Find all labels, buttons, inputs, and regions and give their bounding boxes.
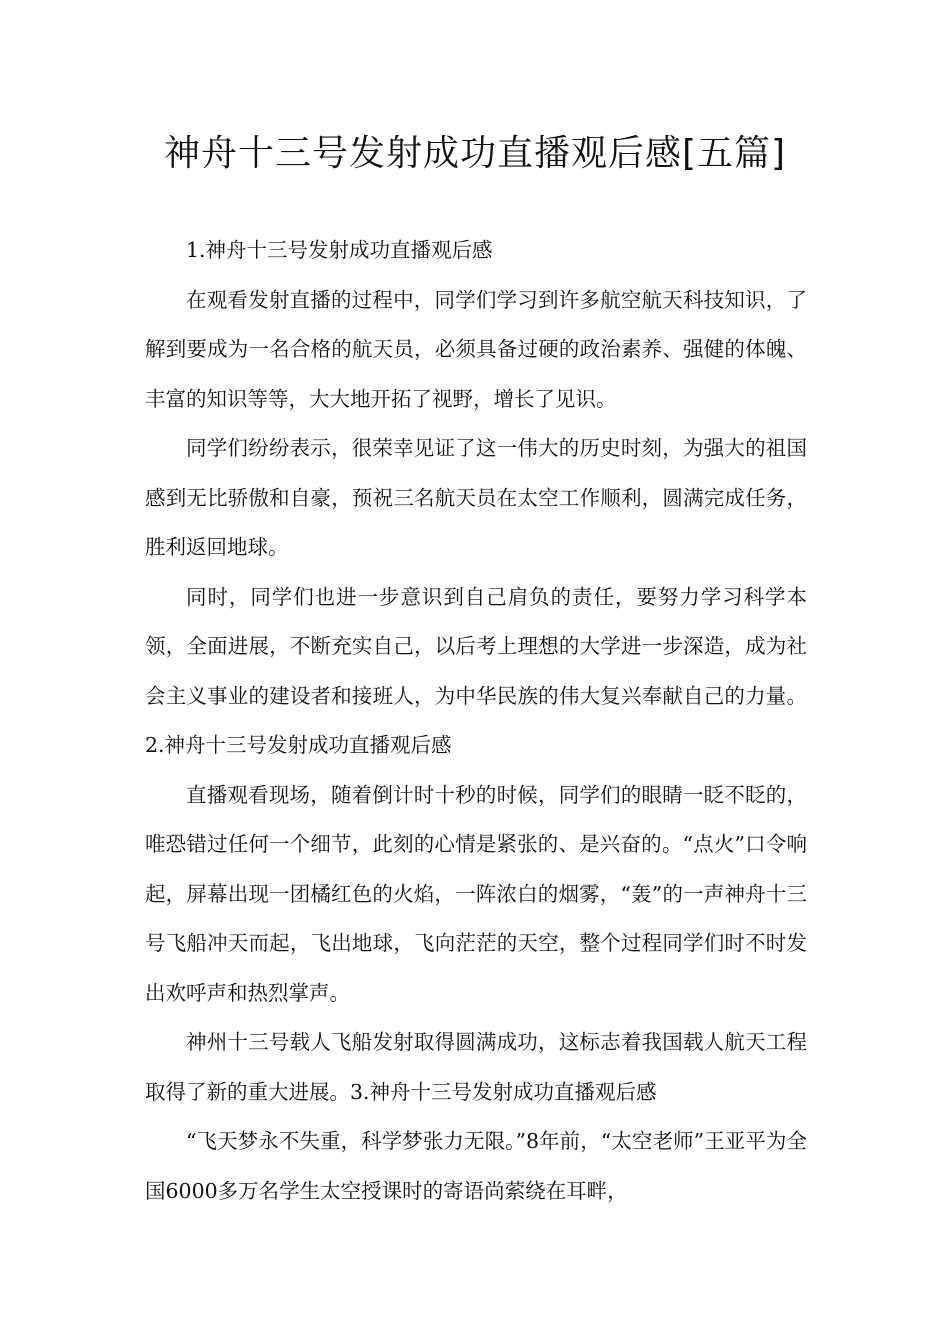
paragraph: 同时，同学们也进一步意识到自己肩负的责任，要努力学习科学本领，全面进展，不断充实自己，以后考上理想的大学进一步深造，成为社会主义事业的建设者和接班人，为中华民族的伟大复兴奉献自己的力量。2.神舟十三号发射成功直播观后感 [145, 584, 807, 757]
paragraph: “飞天梦永不失重，科学梦张力无限。”8年前，“太空老师”王亚平为全国6000多万名学生太空授课时的寄语尚萦绕在耳畔， [145, 1129, 807, 1203]
paragraph: 在观看发射直播的过程中，同学们学习到许多航空航天科技知识，了解到要成为一名合格的航天员，必须具备过硬的政治素养、强健的体魄、丰富的知识等等，大大地开拓了视野，增长了见识。 [145, 287, 807, 411]
document-title: 神舟十三号发射成功直播观后感[五篇] [163, 133, 787, 174]
section-heading-1: 1.神舟十三号发射成功直播观后感 [186, 238, 493, 262]
document-body [145, 226, 807, 1216]
paragraph: 神州十三号载人飞船发射取得圆满成功，这标志着我国载人航天工程取得了新的重大进展。3.神舟十三号发射成功直播观后感 [145, 1030, 807, 1104]
paragraph: 直播观看现场，随着倒计时十秒的时候，同学们的眼睛一眨不眨的，唯恐错过任何一个细节，此刻的心情是紧张的、是兴奋的。“点火”口令响起，屏幕出现一团橘红色的火焰，一阵浓白的烟雾，“轰”的一声神舟十三号飞船冲天而起，飞出地球，飞向茫茫的天空，整个过程同学们时不时发出欢呼声和热烈掌声。 [145, 782, 807, 1005]
paragraph: 同学们纷纷表示，很荣幸见证了这一伟大的历史时刻，为强大的祖国感到无比骄傲和自豪，预祝三名航天员在太空工作顺利，圆满完成任务，胜利返回地球。 [145, 436, 807, 559]
